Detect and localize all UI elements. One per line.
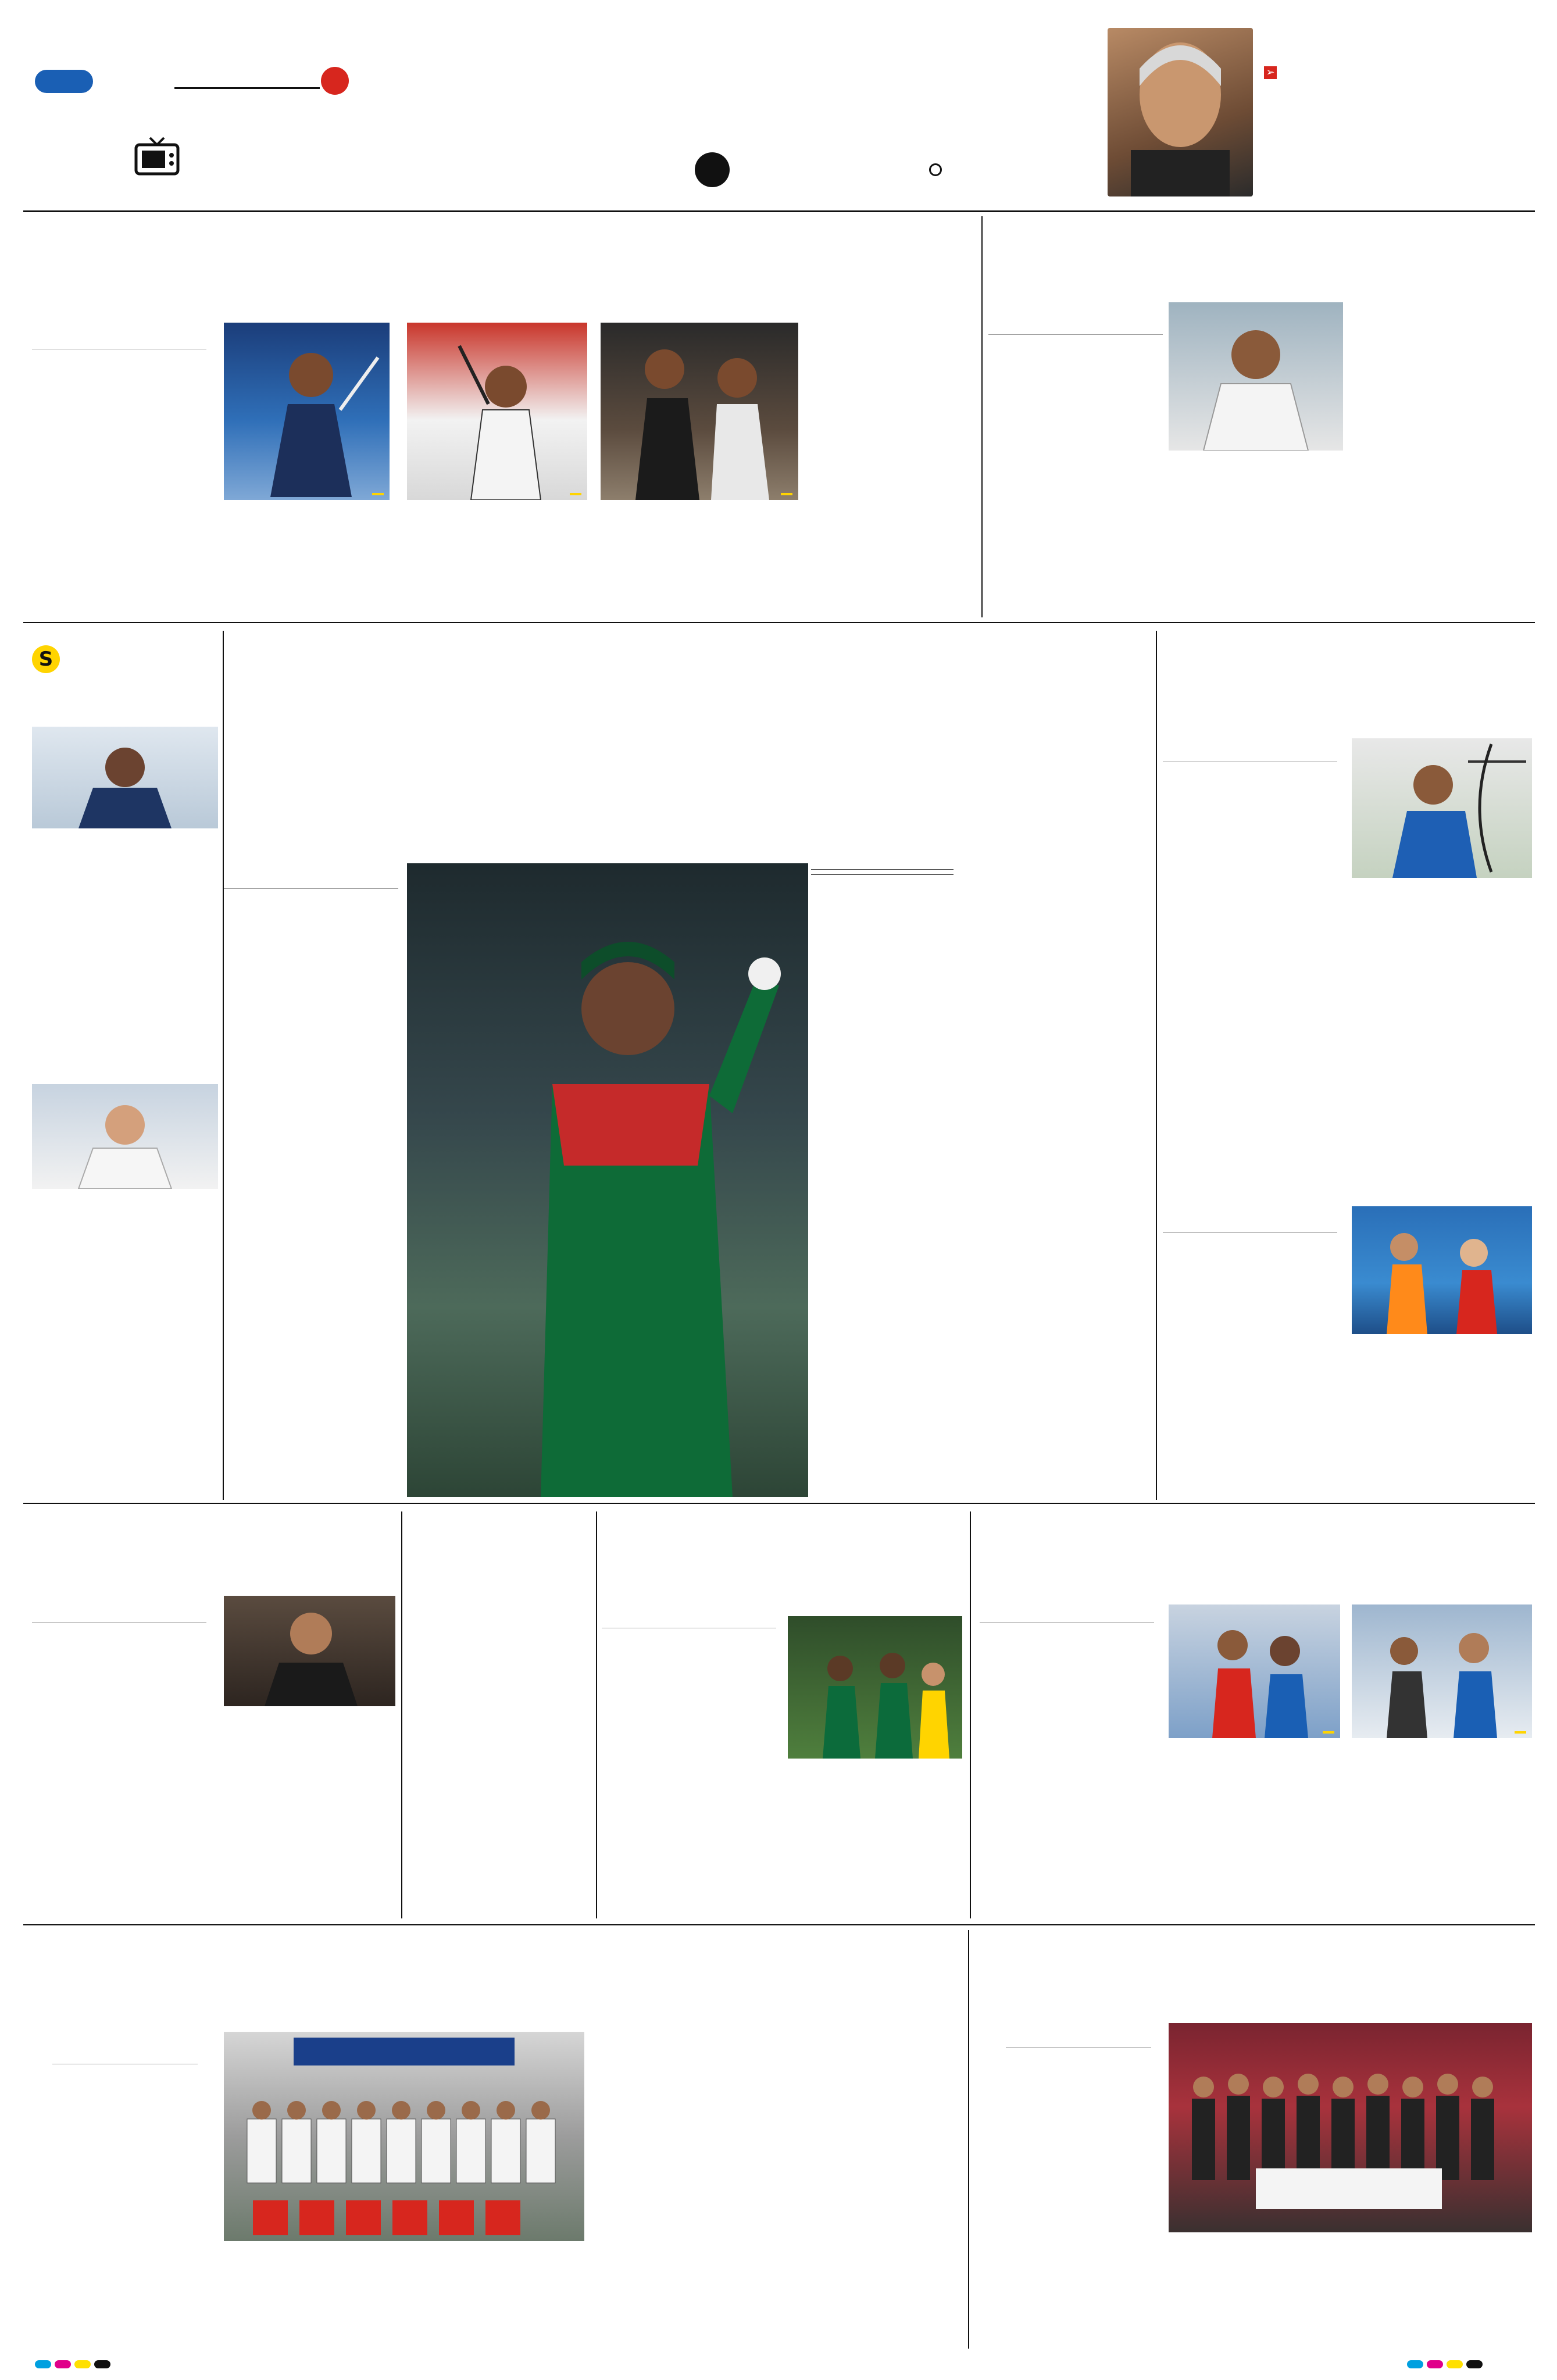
scoreboard-team1-header [811, 869, 954, 870]
sachin-photo [224, 1596, 395, 1706]
team-divider [174, 87, 320, 89]
registration-bar-left [35, 2360, 151, 2368]
badminton-col1 [29, 381, 209, 613]
football-col2 [224, 2250, 392, 2349]
rain-col1 [602, 1651, 776, 1918]
asiacup-text [224, 916, 401, 1497]
south-africa-photo [788, 1616, 962, 1759]
quote-arrow-icon: ➢ [1264, 66, 1277, 79]
badminton-col4 [601, 506, 787, 613]
duleep-email [988, 334, 1163, 335]
lnct-col2 [1169, 2238, 1343, 2349]
hockey-col2 [1352, 1337, 1532, 1494]
football-col4 [593, 2032, 770, 2349]
pakoman-divider [1156, 631, 1157, 1500]
football-col1 [35, 2087, 215, 2349]
kapil-dev-photo [1108, 28, 1253, 196]
archery-col1 [1163, 785, 1343, 1029]
sachin-email [32, 1622, 206, 1623]
badminton-col3 [407, 506, 587, 613]
football-divider [968, 1930, 969, 2349]
postoffice-box [1262, 28, 1535, 202]
washington-sundar-photo [32, 727, 218, 828]
mid-rule-top [23, 622, 1535, 623]
ayush-photo [224, 323, 390, 500]
football-col5 [782, 2032, 956, 2349]
page-number [695, 152, 730, 187]
jaismine-caption [1515, 1731, 1526, 1734]
masthead-rule [23, 210, 1535, 212]
lnct-mobile [1006, 2047, 1151, 2048]
lakshya-caption [570, 493, 581, 495]
boxing-col2 [1169, 1744, 1340, 1918]
pkl-divider [596, 1511, 597, 1918]
boxing-col1 [980, 1645, 1157, 1918]
scoreboard-team2-header [811, 874, 954, 875]
archery-col2 [1352, 884, 1532, 1029]
boxing-email [980, 1622, 1154, 1623]
hockey-photo [1352, 1206, 1532, 1334]
badminton-col5 [799, 323, 974, 613]
pkl-text [410, 1596, 590, 1918]
gatha-photo [1352, 738, 1532, 878]
satwik-chirag-photo [601, 323, 798, 500]
pooja-rani-photo [1169, 1604, 1340, 1738]
duleep-col2 [1169, 456, 1343, 613]
reg-black [94, 2360, 110, 2368]
sportsbrief-logo [32, 645, 224, 674]
badminton-col2 [224, 506, 392, 613]
lnct-col3 [1355, 2238, 1532, 2349]
duleep-col1 [988, 358, 1157, 613]
registration-bar-right [1407, 2360, 1523, 2368]
vs-badge [321, 67, 349, 95]
reg-cyan-2 [1407, 2360, 1423, 2368]
mid-rule-bottom [23, 1503, 1535, 1504]
litton-das-photo [407, 863, 808, 1497]
pakoman-text [962, 956, 1148, 1497]
reg-cyan [35, 2360, 51, 2368]
brief2-text [32, 1195, 218, 1494]
bottom-rule [23, 1924, 1535, 1925]
reg-black-2 [1466, 2360, 1483, 2368]
asia-cup-badge [35, 70, 93, 93]
saransh-caption [1221, 444, 1233, 446]
lnct-col1 [983, 2075, 1157, 2349]
football-col3 [407, 2250, 584, 2349]
reg-yellow [74, 2360, 91, 2368]
lakshya-photo [407, 323, 587, 500]
football-team-photo [224, 2032, 584, 2241]
reg-magenta [55, 2360, 71, 2368]
reg-yellow-2 [1447, 2360, 1463, 2368]
top-section-divider [981, 216, 983, 617]
boxing-col3 [1352, 1744, 1532, 1918]
masthead [0, 0, 1557, 209]
sachin-col1 [32, 1645, 212, 1918]
litton-stats [419, 1026, 500, 1030]
rain-col2 [788, 1764, 962, 1918]
aaron-hardie-photo [32, 1084, 218, 1189]
scoreboard [811, 869, 954, 1497]
saransh-jain-photo [1169, 302, 1343, 451]
rain-divider [970, 1511, 971, 1918]
satwik-chirag-caption [781, 493, 792, 495]
sachin-divider [401, 1511, 402, 1918]
globe-icon [929, 163, 942, 176]
pooja-caption [1323, 1731, 1334, 1734]
jaismine-photo [1352, 1604, 1532, 1738]
brief1-text [32, 831, 218, 1029]
reg-magenta-2 [1427, 2360, 1443, 2368]
tv-icon [134, 137, 180, 177]
ayush-caption [372, 493, 384, 495]
duleep-col3 [1355, 302, 1532, 613]
hockey-email [1163, 1232, 1337, 1233]
sachin-col2 [224, 1712, 395, 1918]
sportsbrief-logo-s: S [32, 645, 60, 673]
hockey-col1 [1163, 1256, 1343, 1494]
lnct-award-photo [1169, 2023, 1532, 2232]
asiacup-email [224, 888, 398, 889]
